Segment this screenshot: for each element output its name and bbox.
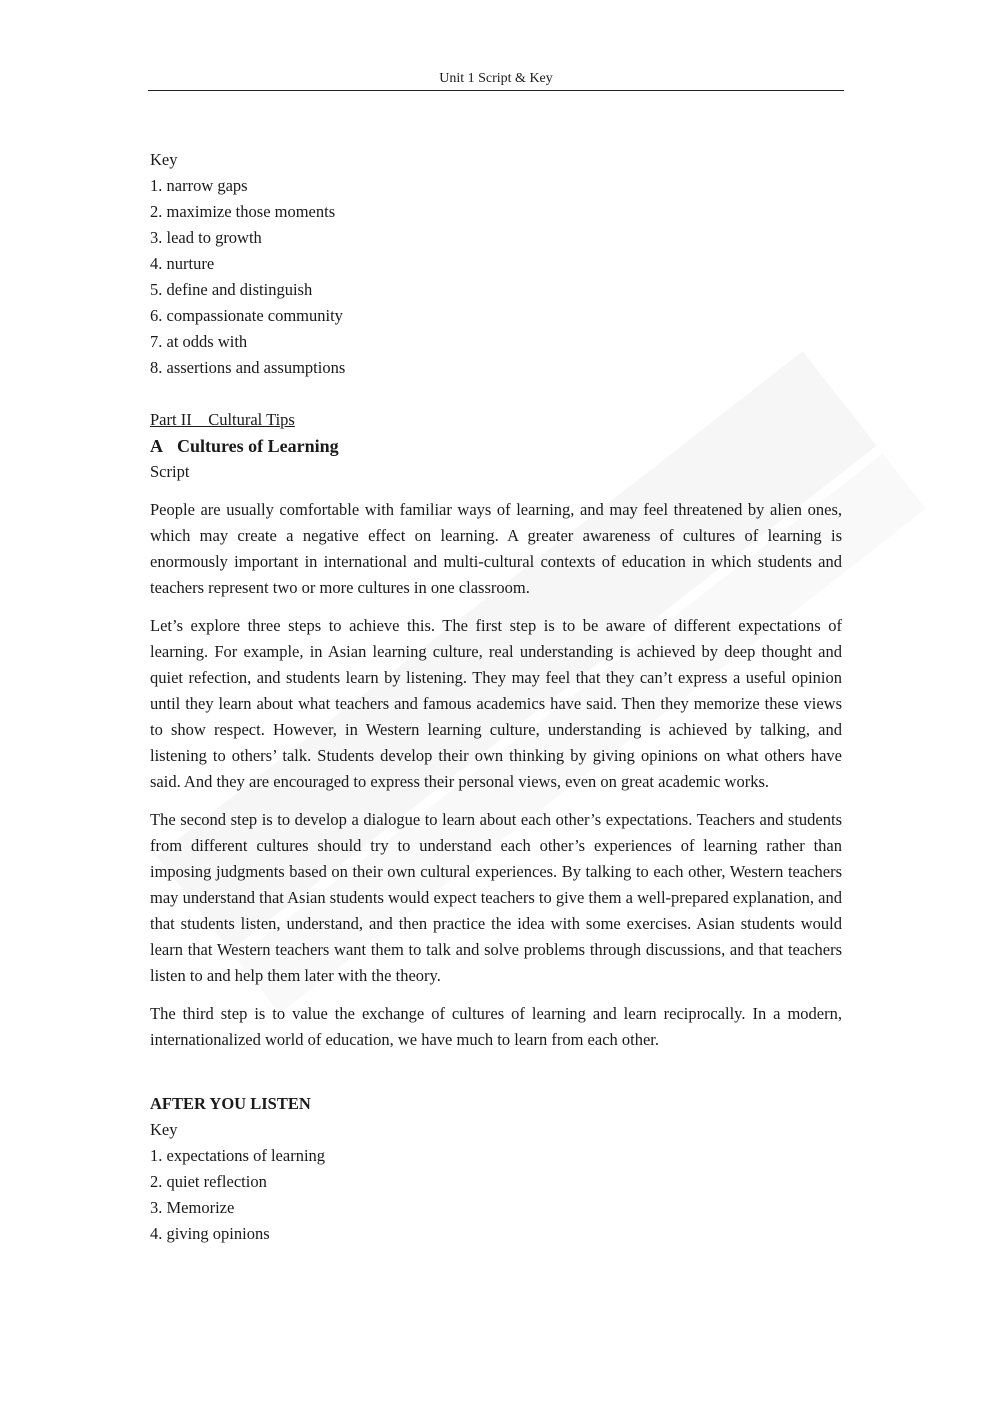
key-item: 4. giving opinions [150, 1224, 270, 1243]
script-paragraph: The second step is to develop a dialogue to learn about each other’s expectations. Teachers and students from different cultures should try to understand each other’s experiences of learning rather than imposing judgments based on their own cultural experiences. By talking to each other, Western teachers may understand that Asian students would expect teachers to give them a well-prepared explanation, and that students listen, understand, and then practice the idea with some exercises. Asian students would learn that Western teachers want them to talk and solve problems through discussions, and that teachers listen to and help them later with the theory. [150, 810, 842, 985]
key-label: Key [150, 150, 178, 169]
section-title: Cultures of Learning [177, 436, 339, 456]
script-label: Script [150, 462, 190, 481]
script-paragraph: People are usually comfortable with familiar ways of learning, and may feel threatened by alien ones, which may create a negative effect on learning. A greater awareness of cultures of learning is enormously important in international and multi-cultural contexts of education in which students and teachers represent two or more cultures in one classroom. [150, 500, 842, 597]
running-header: Unit 1 Script & Key [148, 70, 844, 91]
key-item: 1. narrow gaps [150, 176, 248, 195]
after-you-listen-section [150, 1091, 842, 1247]
key-item: 7. at odds with [150, 332, 248, 351]
key-label: Key [150, 1120, 178, 1139]
after-heading: AFTER YOU LISTEN [150, 1094, 311, 1113]
section-letter: A [150, 436, 163, 456]
key-item: 6. compassionate community [150, 306, 343, 325]
key-item: 8. assertions and assumptions [150, 358, 346, 377]
key-item: 4. nurture [150, 254, 215, 273]
script-paragraph: The third step is to value the exchange of cultures of learning and learn reciprocally. In a modern, internationalized world of education, we have much to learn from each other. [150, 1004, 842, 1049]
section-heading [150, 433, 842, 459]
cultural-tips-section [150, 407, 842, 1053]
key-item: 3. lead to growth [150, 228, 262, 247]
script-paragraph: Let’s explore three steps to achieve this. The first step is to be aware of different expectations of learning. For example, in Asian learning culture, real understanding is achieved by deep thought and quiet refection, and students learn by listening. They may feel that they can’t express a useful opinion until they learn about what teachers and famous academics have said. Then they memorize these views to show respect. However, in Western learning culture, understanding is achieved by talking, and listening to others’ talk. Students develop their own thinking by giving opinions on what others have said. And they are encouraged to express their personal views, even on great academic works. [150, 616, 842, 791]
page-content [150, 147, 842, 1247]
key-item: 5. define and distinguish [150, 280, 313, 299]
key-item: 1. expectations of learning [150, 1146, 326, 1165]
key-item: 2. maximize those moments [150, 202, 336, 221]
part-title: Part II Cultural Tips [150, 410, 295, 429]
key-item: 3. Memorize [150, 1198, 235, 1217]
key-item: 2. quiet reflection [150, 1172, 267, 1191]
key-section [150, 147, 842, 381]
